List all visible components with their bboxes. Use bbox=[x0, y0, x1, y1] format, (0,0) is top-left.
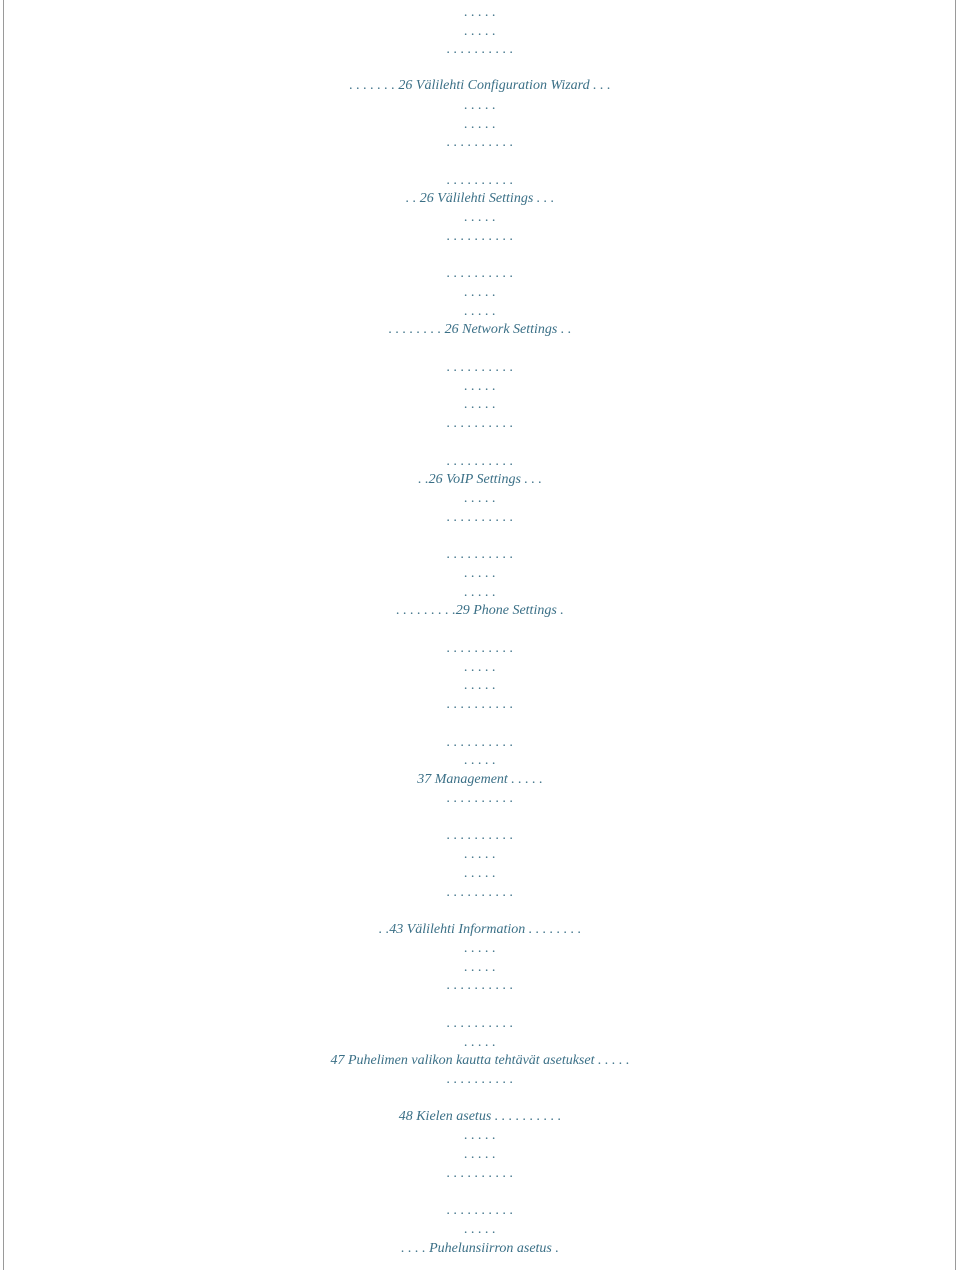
toc-leader-line: . . . . . bbox=[464, 566, 496, 581]
toc-leader-line: . . . . . . . . . . bbox=[446, 828, 514, 843]
toc-leader-line: . . . . . bbox=[464, 117, 496, 132]
toc-leader-line: . . . . . . . . . . bbox=[446, 360, 514, 375]
toc-leader-line: . . . . . . . . . . bbox=[446, 454, 514, 469]
toc-leader-line: . . . . . bbox=[464, 678, 496, 693]
toc-leader-line: . . . . . bbox=[464, 24, 496, 39]
toc-leader-line: . . . . . . . . . . bbox=[446, 641, 514, 656]
toc-leader-line: . . . . . . . . . . bbox=[446, 1203, 514, 1218]
toc-leader-line: . . . . . bbox=[464, 1035, 496, 1050]
toc-leader-line: . . . . . . . . . . bbox=[446, 510, 514, 525]
toc-leader-line: . . . . . bbox=[464, 585, 496, 600]
toc-leader-line: . . . . . bbox=[464, 210, 496, 225]
toc-entry-management: 37 Management . . . . . bbox=[417, 772, 543, 787]
toc-leader-line: . . . . . bbox=[464, 304, 496, 319]
toc-leader-line: . . . . . . . . . . bbox=[446, 135, 514, 150]
toc-leader-line: . . . . . bbox=[464, 1147, 496, 1162]
toc-entry-call-forwarding: . . . . Puhelunsiirron asetus . bbox=[401, 1241, 559, 1256]
toc-entry-information: . .43 Välilehti Information . . . . . . . . bbox=[378, 922, 582, 937]
toc-leader-line: . . . . . bbox=[464, 98, 496, 113]
toc-leader-line: . . . . . bbox=[464, 941, 496, 956]
toc-leader-line: . . . . . bbox=[464, 491, 496, 506]
toc-leader-line: . . . . . . . . . . bbox=[446, 266, 514, 281]
toc-leader-line: . . . . . . . . . . bbox=[446, 978, 514, 993]
toc-entry-language-setting: 48 Kielen asetus . . . . . . . . . . bbox=[398, 1109, 562, 1124]
toc-entry-network-settings: . . . . . . . . 26 Network Settings . . bbox=[388, 322, 572, 337]
toc-leader-line: . . . . . bbox=[464, 1222, 496, 1237]
toc-entry-configuration-wizard: . . . . . . . 26 Välilehti Configuration Wizard . . . bbox=[349, 78, 611, 93]
toc-entry-phone-settings: . . . . . . . . .29 Phone Settings . bbox=[396, 603, 564, 618]
toc-leader-line: . . . . . . . . . . bbox=[446, 173, 514, 188]
toc-entry-voip-settings: . .26 VoIP Settings . . . bbox=[418, 472, 542, 487]
toc-leader-line: . . . . . bbox=[464, 5, 496, 20]
toc-leader-line: . . . . . . . . . . bbox=[446, 885, 514, 900]
toc-leader-line: . . . . . bbox=[464, 1128, 496, 1143]
toc-leader-line: . . . . . . . . . . bbox=[446, 416, 514, 431]
toc-leader-line: . . . . . . . . . . bbox=[446, 547, 514, 562]
toc-leader-line: . . . . . . . . . . bbox=[446, 791, 514, 806]
toc-leader-line: . . . . . . . . . . bbox=[446, 42, 514, 57]
toc-leader-line: . . . . . bbox=[464, 379, 496, 394]
toc-leader-line: . . . . . bbox=[464, 866, 496, 881]
toc-leader-line: . . . . . bbox=[464, 847, 496, 862]
toc-leader-line: . . . . . bbox=[464, 660, 496, 675]
toc-entry-phone-menu-settings: 47 Puhelimen valikon kautta tehtävät asetukset . . . . . bbox=[330, 1053, 630, 1068]
toc-leader-line: . . . . . bbox=[464, 397, 496, 412]
toc-leader-line: . . . . . . . . . . bbox=[446, 1016, 514, 1031]
toc-leader-line: . . . . . . . . . . bbox=[446, 1166, 514, 1181]
toc-leader-line: . . . . . . . . . . bbox=[446, 1072, 514, 1087]
toc-leader-line: . . . . . . . . . . bbox=[446, 229, 514, 244]
toc-leader-line: . . . . . . . . . . bbox=[446, 697, 514, 712]
toc-leader-line: . . . . . . . . . . bbox=[446, 735, 514, 750]
toc-leader-line: . . . . . bbox=[464, 960, 496, 975]
toc-leader-line: . . . . . bbox=[464, 285, 496, 300]
toc-leader-line: . . . . . bbox=[464, 753, 496, 768]
toc-entry-settings: . . 26 Välilehti Settings . . . bbox=[405, 191, 555, 206]
